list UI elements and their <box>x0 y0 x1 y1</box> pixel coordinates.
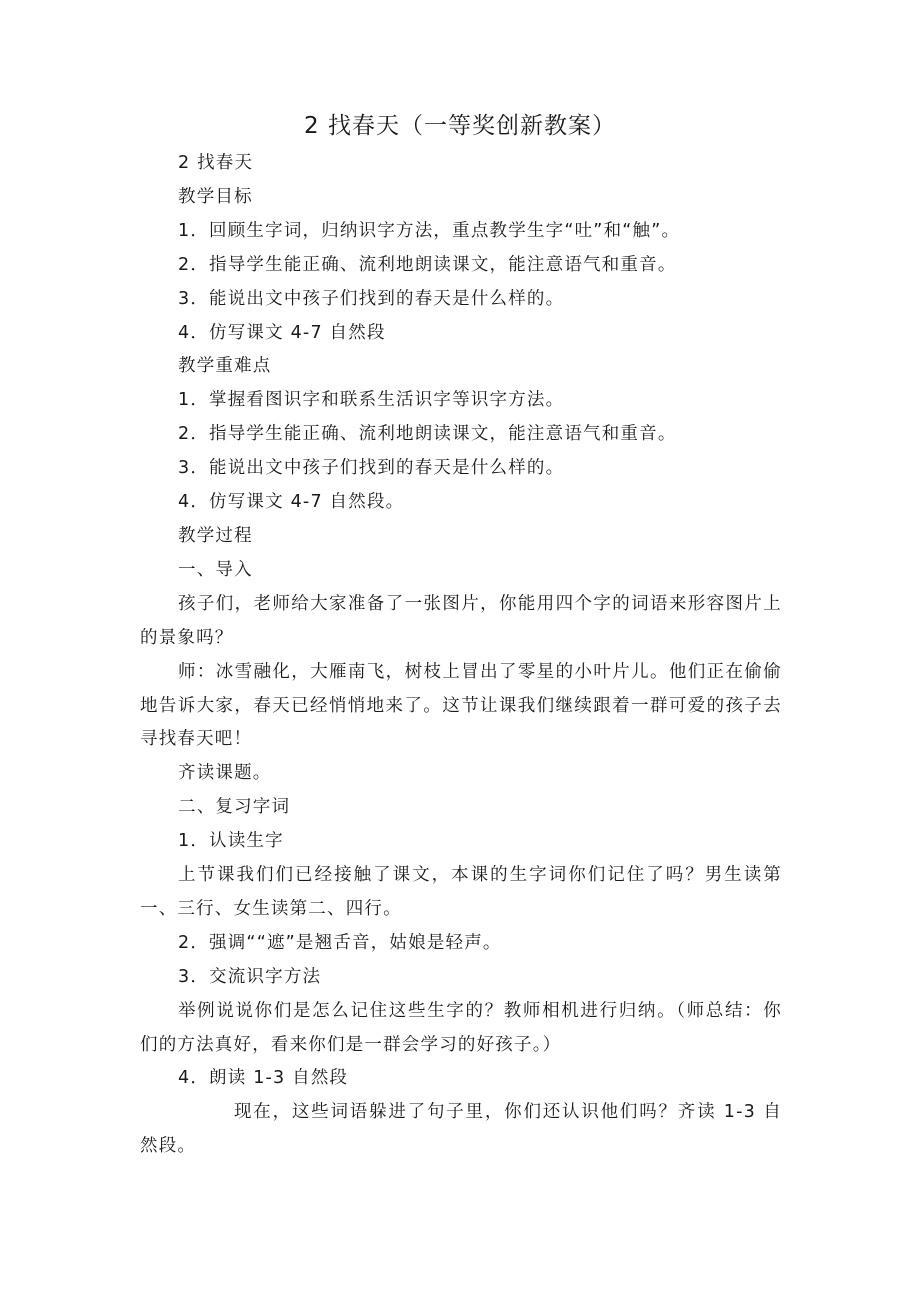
list-item: 1．掌握看图识字和联系生活识字等识字方法。 <box>178 390 565 411</box>
list-item: 1．回顾生字词，归纳识字方法，重点教学生字“吐”和“触”。 <box>178 220 681 241</box>
list-item: 3．交流识字方法 <box>178 966 322 987</box>
paragraph: 现在，这些词语躲进了句子里，你们还认识他们吗？齐读 1-3 自然段。 <box>140 1102 782 1157</box>
subsection-heading: 二、复习字词 <box>178 797 291 818</box>
section-heading: 教学重难点 <box>178 356 272 377</box>
list-item: 1．认读生字 <box>178 831 284 852</box>
list-item: 4．仿写课文 4-7 自然段。 <box>178 492 405 513</box>
paragraph: 上节课我们们已经接触了课文，本课的生字词你们记住了吗？男生读第一、三行、女生读第二、四行。 <box>140 865 782 919</box>
paragraph: 2 找春天 <box>178 153 254 173</box>
paragraph: 齐读课题。 <box>178 763 272 784</box>
paragraph: 孩子们，老师给大家准备了一张图片，你能用四个字的词语来形容图片上的景象吗？ <box>140 593 782 648</box>
list-item: 2．指导学生能正确、流利地朗读课文，能注意语气和重音。 <box>178 254 677 275</box>
document-body <box>140 147 782 1164</box>
list-item: 2．指导学生能正确、流利地朗读课文，能注意语气和重音。 <box>178 424 677 445</box>
subsection-heading: 一、导入 <box>178 559 253 580</box>
list-item: 3．能说出文中孩子们找到的春天是什么样的。 <box>178 458 565 479</box>
document-title: 2 找春天（一等奖创新教案） <box>304 113 616 139</box>
paragraph: 师：冰雪融化，大雁南飞，树枝上冒出了零星的小叶片儿。他们正在偷偷地告诉大家，春天已经悄悄地来了。这节让课我们继续跟着一群可爱的孩子去寻找春天吧！ <box>140 661 782 750</box>
list-item: 4．仿写课文 4-7 自然段 <box>178 322 386 343</box>
section-heading: 教学目标 <box>178 186 253 207</box>
section-heading: 教学过程 <box>178 525 253 546</box>
list-item: 2．强调““遮”是翘舌音，姑娘是轻声。 <box>178 932 502 953</box>
paragraph: 举例说说你们是怎么记住这些生字的？教师相机进行归纳。（师总结：你们的方法真好，看来你们是一群会学习的好孩子。） <box>140 1000 782 1055</box>
list-item: 3．能说出文中孩子们找到的春天是什么样的。 <box>178 288 565 309</box>
list-item: 4．朗读 1-3 自然段 <box>178 1068 349 1089</box>
